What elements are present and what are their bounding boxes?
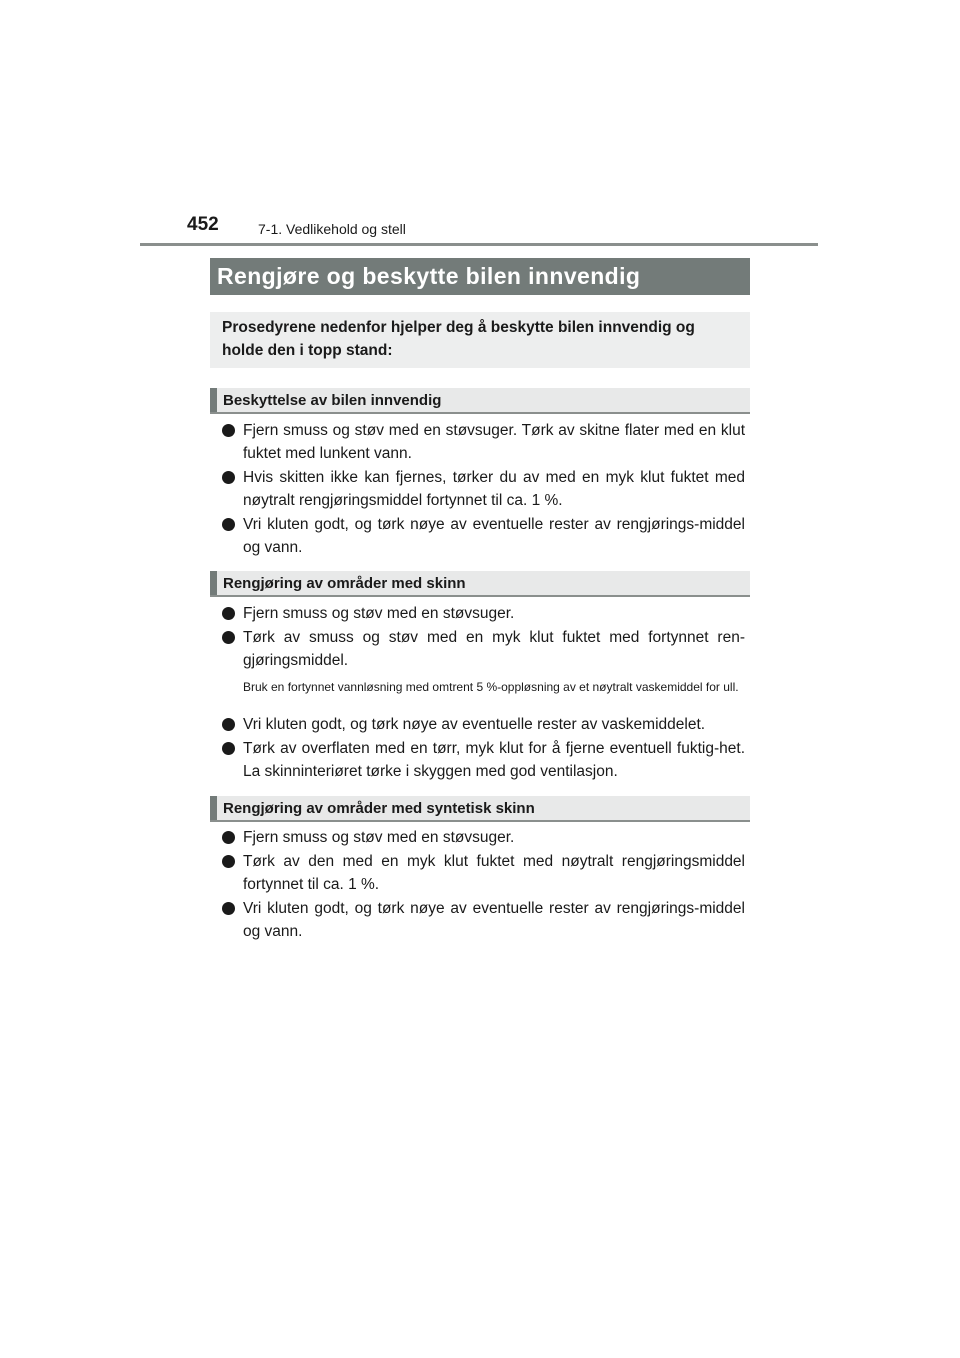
list-item (222, 897, 745, 943)
intro-text: Prosedyrene nedenfor hjelper deg å beskytte bilen innvendig og holde den i topp stand: (222, 319, 695, 359)
section-heading-label: Beskyttelse av bilen innvendig (223, 392, 442, 409)
page-title: Rengjøre og beskytte bilen innvendig (217, 263, 641, 289)
bullet-icon (222, 742, 235, 755)
bullet-icon (222, 718, 235, 731)
section-heading-label: Rengjøring av områder med skinn (223, 575, 466, 592)
list-item (222, 602, 745, 625)
list-item-text: Fjern smuss og støv med en støvsuger. (243, 829, 515, 846)
leather-list-continued (222, 713, 745, 784)
section-heading-leather (210, 571, 750, 597)
bullet-icon (222, 471, 235, 484)
header-divider (140, 243, 818, 246)
page-title-bar (210, 258, 750, 295)
list-item (222, 826, 745, 849)
list-item-text: Tørk av smuss og støv med en myk klut fuktet med fortynnet ren-gjøringsmiddel. (243, 629, 745, 669)
bullet-icon (222, 855, 235, 868)
bullet-icon (222, 902, 235, 915)
list-item (222, 850, 745, 896)
list-item-text: Tørk av den med en myk klut fuktet med nøytralt rengjøringsmiddel fortynnet til ca. 1 %. (243, 853, 745, 893)
section-heading-protection (210, 388, 750, 414)
list-item (222, 737, 745, 783)
page-number: 452 (187, 214, 219, 235)
list-item-text: Vri kluten godt, og tørk nøye av eventuelle rester av rengjørings-middel og vann. (243, 900, 745, 940)
intro-box (210, 312, 750, 368)
list-item (222, 713, 745, 736)
bullet-icon (222, 831, 235, 844)
leather-note: Bruk en fortynnet vannløsning med omtrent 5 %-oppløsning av et nøytralt vaskemiddel for ull. (243, 680, 739, 694)
section-reference: 7-1. Vedlikehold og stell (258, 221, 406, 237)
list-item (222, 466, 745, 512)
list-item-text: Fjern smuss og støv med en støvsuger. (243, 605, 515, 622)
bullet-icon (222, 518, 235, 531)
section-heading-synthetic-leather (210, 796, 750, 822)
list-item-text: Vri kluten godt, og tørk nøye av eventuelle rester av rengjørings-middel og vann. (243, 516, 745, 556)
leather-list (222, 602, 745, 673)
list-item-text: Tørk av overflaten med en tørr, myk klut for å fjerne eventuell fuktig-het. La skinninteriøret tørke i skyggen med god ventilasjon. (243, 740, 745, 780)
list-item-text: Vri kluten godt, og tørk nøye av eventuelle rester av vaskemiddelet. (243, 716, 706, 733)
list-item-text: Hvis skitten ikke kan fjernes, tørker du av med en myk klut fuktet med nøytralt rengjøringsmiddel fortynnet til ca. 1 %. (243, 469, 745, 509)
list-item (222, 626, 745, 672)
list-item-text: Fjern smuss og støv med en støvsuger. Tørk av skitne flater med en klut fuktet med lunkent vann. (243, 422, 745, 462)
list-item (222, 513, 745, 559)
synthetic-leather-list (222, 826, 745, 944)
bullet-icon (222, 607, 235, 620)
section-heading-label: Rengjøring av områder med syntetisk skinn (223, 800, 535, 817)
list-item (222, 419, 745, 465)
bullet-icon (222, 631, 235, 644)
protection-list (222, 419, 745, 560)
bullet-icon (222, 424, 235, 437)
